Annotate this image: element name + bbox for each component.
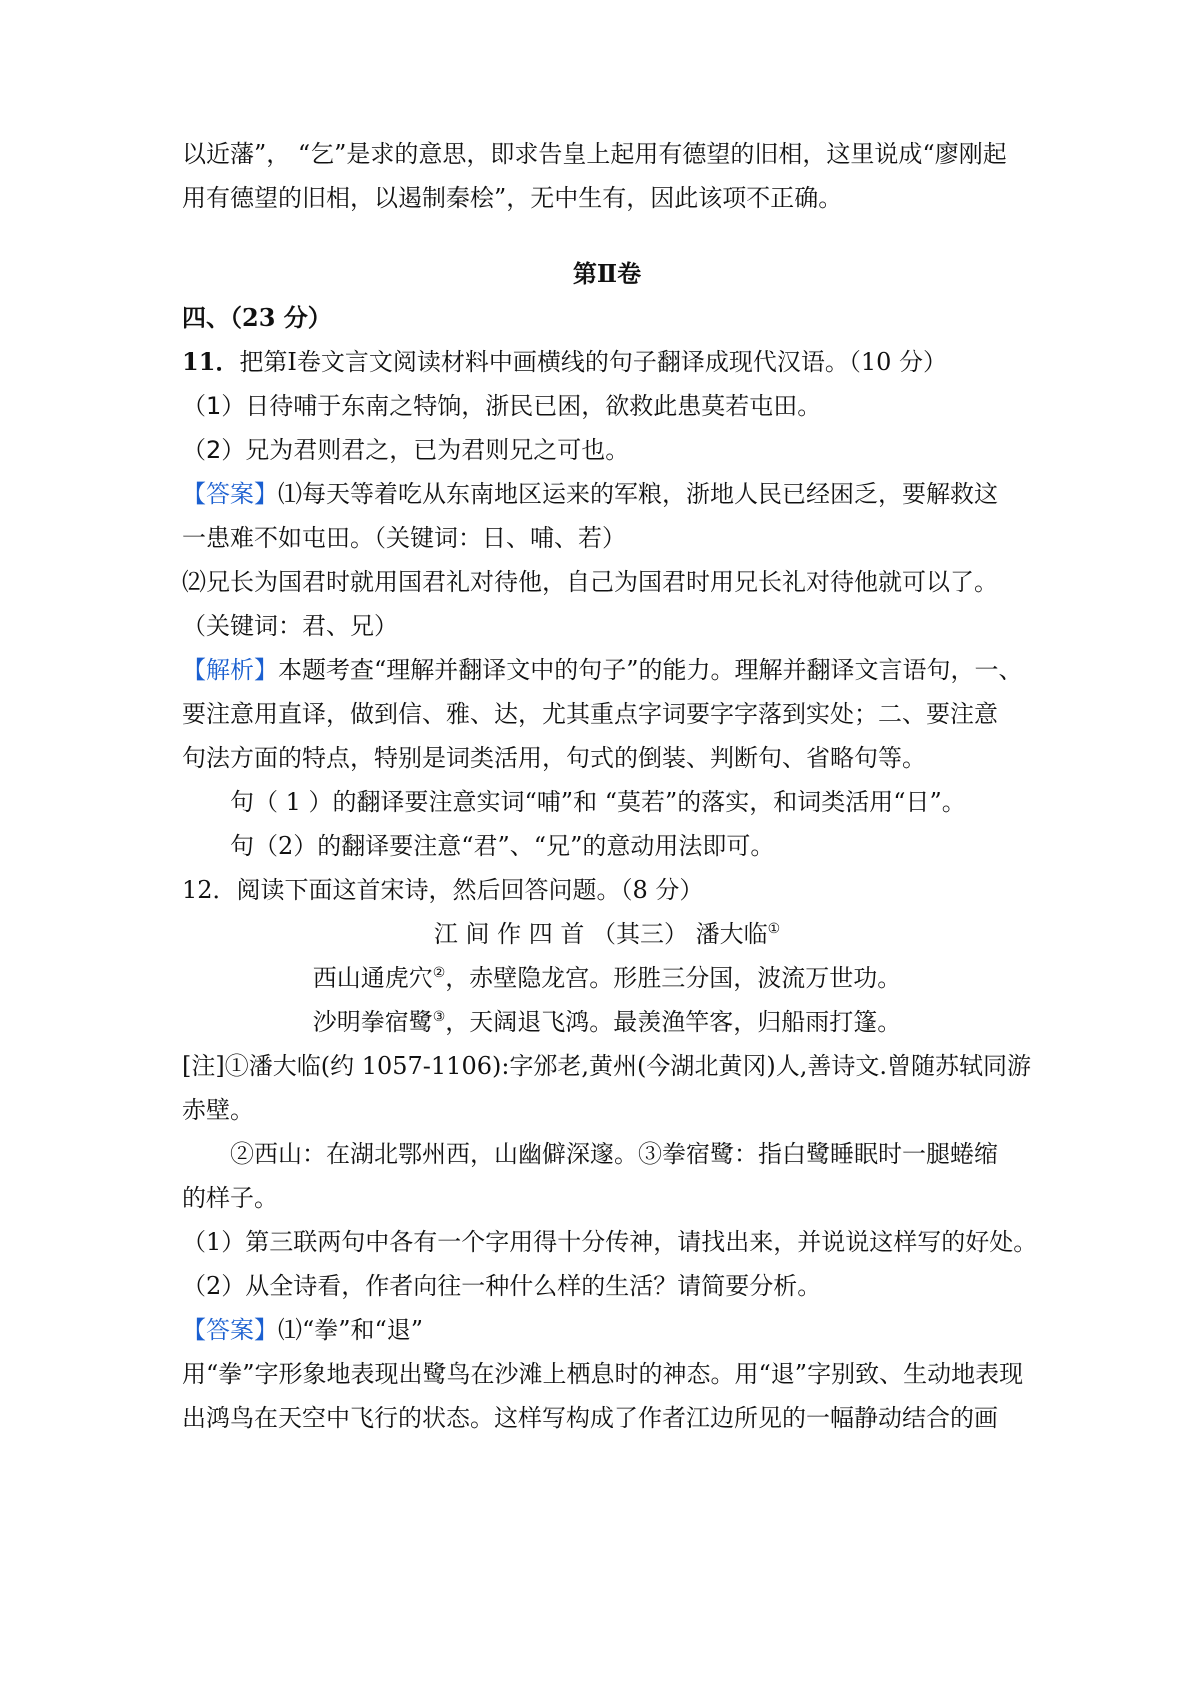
part-heading: 四、（23 分） — [182, 303, 332, 332]
question-number: 11． — [182, 347, 240, 376]
analysis-line-3: 句法方面的特点，特别是词类活用，句式的倒装、判断句、省略句等。 — [182, 744, 926, 772]
section-title: 第Ⅱ卷 — [572, 259, 642, 288]
verse-text: 西山通虎穴 — [312, 964, 433, 992]
answer-line-6: 出鸿鸟在天空中飞行的状态。这样写构成了作者江边所见的一幅静动结合的画 — [182, 1404, 998, 1432]
note-line-4: 的样子。 — [182, 1184, 278, 1212]
question-text: 把第Ⅰ卷文言文阅读材料中画横线的句子翻译成现代汉语。（10 分） — [239, 348, 948, 376]
analysis-text: 本题考查“理解并翻译文中的句子”的能力。理解并翻译文言语句，一、 — [278, 656, 1023, 684]
verse-text: 沙明拳宿鹭 — [312, 1008, 433, 1036]
analysis-line-4: 句（ 1 ）的翻译要注意实词“哺”和 “莫若”的落实，和词类活用“日”。 — [230, 788, 966, 816]
answer-tag: 【答案】 — [182, 1316, 278, 1344]
sentence-1: （1）日待哺于东南之特饷，浙民已困，欲救此患莫若屯田。 — [182, 392, 822, 420]
answer-head — [182, 1314, 1032, 1346]
poem-verse-2 — [182, 1006, 1032, 1038]
poem-verse-1 — [182, 962, 1032, 994]
analysis-tag: 【解析】 — [182, 656, 278, 684]
analysis-line-2: 要注意用直译，做到信、雅、达，尤其重点字词要字字落到实处；二、要注意 — [182, 700, 998, 728]
answer-line-5: 用“拳”字形象地表现出鹭鸟在沙滩上栖息时的神态。用“退”字别致、生动地表现 — [182, 1360, 1024, 1388]
sub-question-2: （2）从全诗看，作者向往一种什么样的生活？请简要分析。 — [182, 1272, 822, 1300]
poem-title-text: 江 间 作 四 首 （其三） 潘大临 — [433, 920, 768, 948]
verse-text: ，赤壁隐龙宫。形胜三分国，波流万世功。 — [445, 964, 902, 992]
question-12-prompt: 12．阅读下面这首宋诗，然后回答问题。（8 分） — [182, 876, 704, 904]
answer-tag: 【答案】 — [182, 480, 278, 508]
answer-line-3: ⑵兄长为国君时就用国君礼对待他，自己为国君时用兄长礼对待他就可以了。 — [182, 568, 998, 596]
poem-title — [182, 918, 1032, 950]
answer-line-2: 一患难不如屯田。（关键词：日、哺、若） — [182, 524, 626, 552]
sub-question-1: （1）第三联两句中各有一个字用得十分传神，请找出来，并说说这样写的好处。 — [182, 1228, 1038, 1256]
note-line-3: ②西山：在湖北鄂州西，山幽僻深邃。③拳宿鹭：指白鹭睡眠时一腿蜷缩 — [230, 1140, 998, 1168]
verse-text: ，天阔退飞鸿。最羡渔竿客，归船雨打篷。 — [445, 1008, 902, 1036]
analysis-line-1 — [182, 654, 1032, 686]
answer-text: ⑴每天等着吃从东南地区运来的军粮，浙地人民已经困乏，要解救这 — [278, 480, 998, 508]
sentence-2: （2）兄为君则君之，已为君则兄之可也。 — [182, 436, 630, 464]
prev-answer-line-1: 以近藩”， “乞”是求的意思，即求告皇上起用有德望的旧相，这里说成“廖刚起 — [182, 140, 1007, 168]
footnote-marker: ③ — [432, 1009, 446, 1025]
answer-line-1 — [182, 478, 1032, 510]
question-11-prompt — [182, 346, 1032, 378]
note-line-1: [注]①潘大临(约 1057-1106):字邠老,黄州(今湖北黄冈)人,善诗文.曾随苏轼同游 — [182, 1052, 1032, 1080]
footnote-marker: ① — [767, 921, 781, 937]
note-line-2: 赤壁。 — [182, 1096, 254, 1124]
answer-text: ⑴“拳”和“退” — [278, 1316, 424, 1344]
footnote-marker: ② — [432, 965, 446, 981]
prev-answer-line-2: 用有德望的旧相，以遏制秦桧”，无中生有，因此该项不正确。 — [182, 184, 843, 212]
answer-line-4: （关键词：君、兄） — [182, 612, 398, 640]
analysis-line-5: 句（2）的翻译要注意“君”、“兄”的意动用法即可。 — [230, 832, 775, 860]
